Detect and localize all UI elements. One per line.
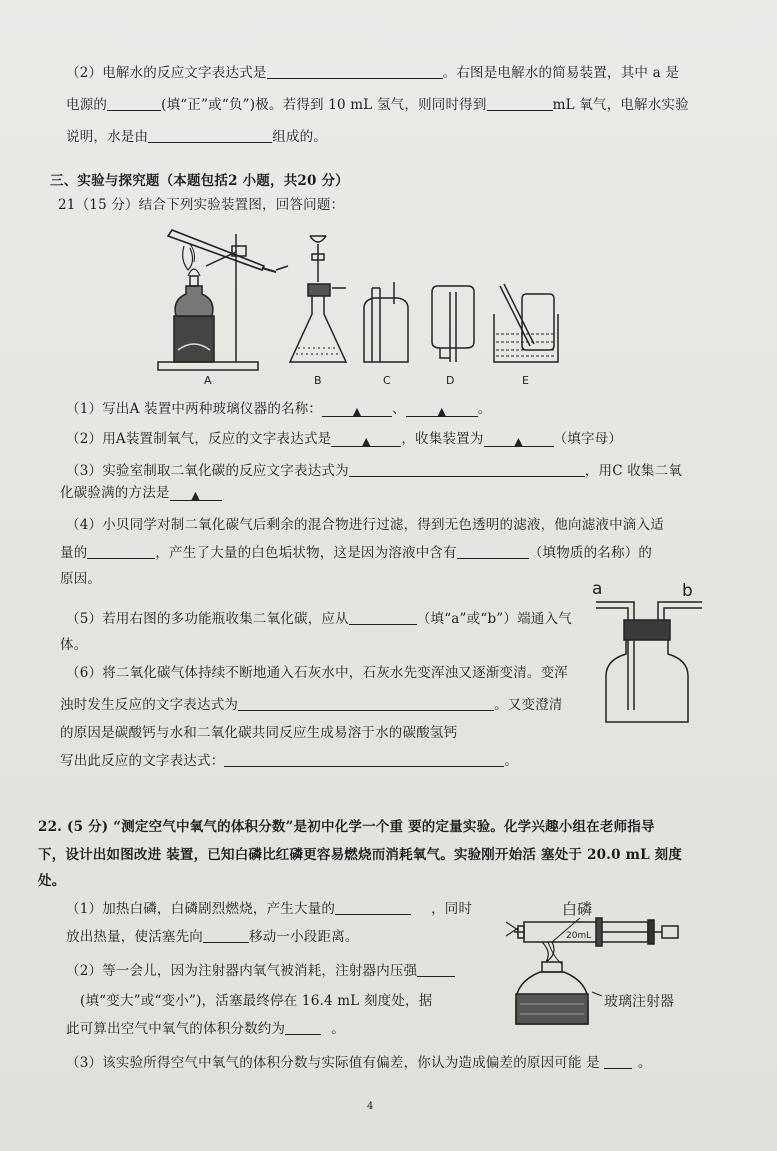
apparatus-c bbox=[364, 282, 408, 362]
syringe-figure bbox=[496, 896, 726, 1046]
q21-p3-line2: 化碳验满的方法是 ▲ bbox=[60, 484, 222, 502]
q21-p6: （6）将二氧化碳气体持续不断地通入石灰水中，石灰水先变浑浊又逐渐变清。变浑 bbox=[66, 665, 568, 681]
q21-p6-line3: 的原因是碳酸钙与水和二氧化碳共同反应生成易溶于水的碳酸氢钙 bbox=[60, 725, 458, 741]
page-number: 4 bbox=[367, 1101, 374, 1112]
label-d: D bbox=[446, 374, 455, 387]
q20-line-2: 电源的 (填“正”或“负”)极。若得到 10 mL 氢气，则同时得到 mL 氧气，电解水实验 bbox=[66, 97, 689, 113]
q22-p2-line2: (填“变大”或“变小”)，活塞最终停在 16.4 mL 刻度处，据 bbox=[80, 993, 433, 1009]
apparatus-a bbox=[158, 230, 288, 370]
q22-intro-3: 处。 bbox=[38, 873, 66, 889]
q22-intro-1: 22. (5 分) “测定空气中氧气的体积分数”是初中化学一个重 要的定量实验。化学兴趣小组在老师指导 bbox=[38, 819, 655, 835]
q21-p4-line3: 原因。 bbox=[60, 571, 102, 587]
q21-p5: （5）若用右图的多功能瓶收集二氧化碳，应从 （填“a”或“b”）端通入气 bbox=[66, 611, 572, 627]
syringe-scale: 20mL bbox=[566, 931, 592, 941]
label-a: A bbox=[204, 374, 212, 387]
multifunction-bottle-figure bbox=[590, 580, 720, 730]
glass-syringe-label: 玻璃注射器 bbox=[604, 994, 674, 1010]
q20-line-1: （2）电解水的反应文字表达式是 。右图是电解水的简易装置，其中 a 是 bbox=[66, 65, 680, 81]
q22-p3: （3）该实验所得空气中氧气的体积分数与实际值有偏差，你认为造成偏差的原因可能 是 。 bbox=[66, 1055, 652, 1071]
q21-p6-line2: 浊时发生反应的文字表达式为 。又变澄清 bbox=[60, 697, 563, 713]
label-e: E bbox=[522, 374, 529, 387]
q21-p4-line2: 量的 ，产生了大量的白色垢状物，这是因为溶液中含有 （填物质的名称）的 bbox=[60, 545, 653, 561]
q22-p2: （2）等一会儿，因为注射器内氧气被消耗，注射器内压强 bbox=[66, 962, 455, 980]
q21-p6-line4: 写出此反应的文字表达式： 。 bbox=[60, 753, 519, 769]
q22-p2-line3: 此可算出空气中氧气的体积分数约为 。 bbox=[66, 1021, 345, 1037]
q21-p4: （4）小贝同学对制二氧化碳气后剩余的混合物进行过滤，得到无色透明的滤液，他向滤液中滴入适 bbox=[66, 517, 664, 533]
q21-p1: （1）写出A 装置中两种玻璃仪器的名称： ▲ 、 ▲ 。 bbox=[66, 401, 492, 418]
q22-p1-line2: 放出热量，使活塞先向 移动一小段距离。 bbox=[66, 929, 359, 945]
q20-line-3: 说明，水是由 组成的。 bbox=[66, 129, 328, 145]
apparatus-d bbox=[432, 286, 474, 362]
tube-label-a: a bbox=[592, 579, 603, 599]
tube-label-b: b bbox=[682, 581, 693, 601]
q22-p1: （1）加热白磷，白磷剧烈燃烧，产生大量的 ，同时 bbox=[66, 901, 473, 917]
q22-intro-2: 下，设计出如图改进 装置，已知白磷比红磷更容易燃烧而消耗氧气。实验刚开始活 塞处于 20.0 mL 刻度 bbox=[38, 847, 683, 863]
q21-intro: 21（15 分）结合下列实验装置图，回答问题： bbox=[58, 197, 345, 213]
apparatus-e bbox=[494, 284, 558, 362]
q21-p5-line2: 体。 bbox=[60, 637, 88, 653]
q21-p2: （2）用A装置制氧气，反应的文字表达式是 ▲ ，收集装置为 ▲ （填字母） bbox=[66, 431, 623, 448]
q21-p3: （3）实验室制取二氧化碳的反应文字表达式为 ，用C 收集二氧 bbox=[66, 463, 683, 479]
white-phosphorus-label: 白磷 bbox=[562, 900, 593, 918]
label-c: C bbox=[383, 374, 391, 387]
apparatus-b bbox=[290, 236, 346, 362]
apparatus-figure bbox=[150, 222, 570, 392]
label-b: B bbox=[314, 374, 322, 387]
section-heading: 三、实验与探究题（本题包括2 小题，共20 分） bbox=[50, 173, 349, 189]
